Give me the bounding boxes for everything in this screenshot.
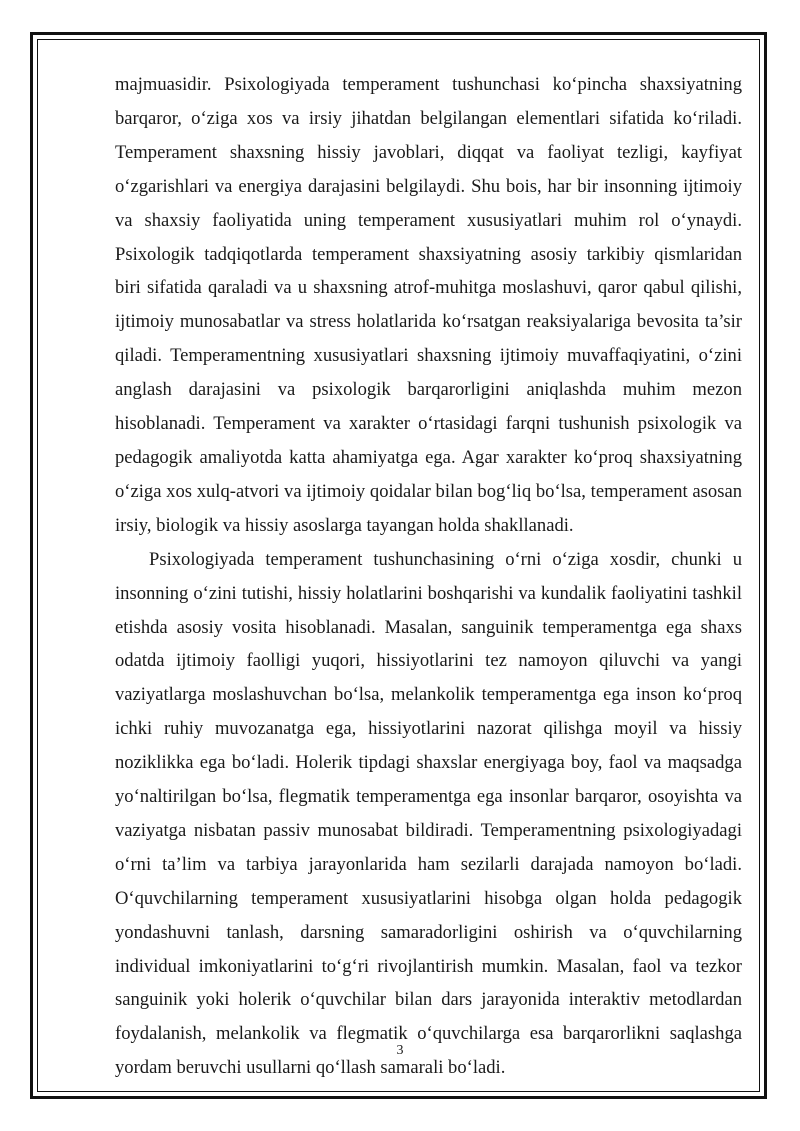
paragraph-1: majmuasidir. Psixologiyada temperament tushunchasi ko‘pincha shaxsiyatning barqaror, o‘ziga xos va irsiy jihatdan belgilangan elementlari sifatida ko‘riladi. Temperament shaxsning hissiy javoblari, diqqat va faoliyat tezligi, kayfiyat o‘zgarishlari va energiya darajasini belgilaydi. Shu bois, har bir insonning ijtimoiy va shaxsiy faoliyatida uning temperament xususiyatlari muhim rol o‘ynaydi. Psixologik tadqiqotlarda temperament shaxsiyatning asosiy tarkibiy qismlaridan biri sifatida qaraladi va u shaxsning atrof-muhitga moslashuvi, qaror qabul qilishi, ijtimoiy munosabatlar va stress holatlarida ko‘rsatgan reaksiyalariga bevosita ta’sir qiladi. Temperamentning xususiyatlari shaxsning ijtimoiy muvaffaqiyatini, o‘zini anglash darajasini va psixologik barqarorligini aniqlashda muhim mezon hisoblanadi. Temperament va xarakter o‘rtasidagi farqni tushunish psixologik va pedagogik amaliyotda katta ahamiyatga ega. Agar xarakter ko‘proq shaxsiyatning o‘ziga xos xulq-atvori va ijtimoiy qoidalar bilan bog‘liq bo‘lsa, temperament asosan irsiy, biologik va hissiy asoslarga tayangan holda shakllanadi. <box>115 74 742 536</box>
document-body <box>115 68 742 1085</box>
paragraph-2: Psixologiyada temperament tushunchasining o‘rni o‘ziga xosdir, chunki u insonning o‘zini tutishi, hissiy holatlarini boshqarishi va kundalik faoliyatini tashkil etishda asosiy vosita hisoblanadi. Masalan, sanguinik temperamentga ega shaxs odatda ijtimoiy faolligi yuqori, hissiyotlarini tez namoyon qiluvchi va yangi vaziyatlarga moslashuvchan bo‘lsa, melankolik temperamentga ega inson ko‘proq ichki ruhiy muvozanatga ega, hissiyotlarini nazorat qilishga moyil va hissiy noziklikka ega bo‘ladi. Holerik tipdagi shaxslar energiyaga boy, faol va maqsadga yo‘naltirilgan bo‘lsa, flegmatik temperamentga ega insonlar barqaror, osoyishta va vaziyatga nisbatan passiv munosabat bildiradi. Temperamentning psixologiyadagi o‘rni ta’lim va tarbiya jarayonlarida ham sezilarli darajada namoyon bo‘ladi. O‘quvchilarning temperament xususiyatlarini hisobga olgan holda pedagogik yondashuvni tanlash, darsning samaradorligini oshirish va o‘quvchilarning individual imkoniyatlarini to‘g‘ri rivojlantirish mumkin. Masalan, faol va tezkor sanguinik yoki holerik o‘quvchilar bilan dars jarayonida interaktiv metodlardan foydalanish, melankolik va flegmatik o‘quvchilarga esa barqarorlikni saqlashga yordam beruvchi usullarni qo‘llash samarali bo‘ladi. <box>115 548 742 1079</box>
page-number: 3 <box>396 1043 404 1058</box>
